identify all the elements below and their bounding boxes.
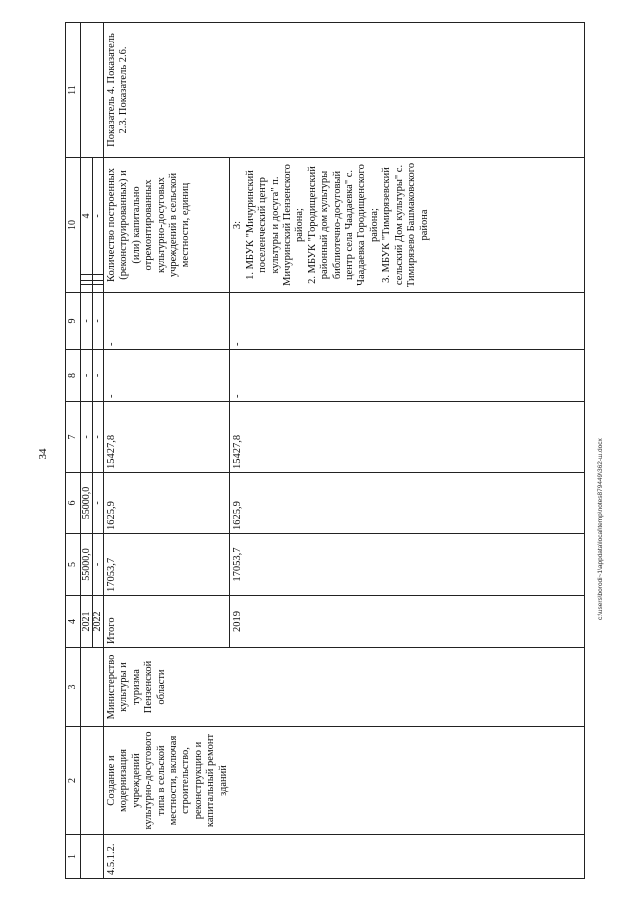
cell-blank xyxy=(92,275,103,281)
page-number: 34 xyxy=(37,448,49,460)
value-cell-8: - xyxy=(104,350,230,402)
cell-blank xyxy=(92,281,103,285)
value-cell-5: - xyxy=(92,534,103,596)
value-cell-9: - xyxy=(104,293,230,350)
col-number-7: 7 xyxy=(66,402,81,473)
cell-blank xyxy=(81,285,92,293)
col-number-6: 6 xyxy=(66,473,81,534)
cell-blank xyxy=(81,648,92,727)
value-cell-9: - xyxy=(81,293,92,350)
cell-blank xyxy=(92,23,103,158)
cell-blank xyxy=(81,835,92,879)
indicator-reference: Показатель 4. Показатель 2.3. Показатель 2.6. xyxy=(104,23,585,158)
year-row-2022 xyxy=(92,23,103,879)
institutions-list: 3: 1. МБУК "Мичуринский поселенческий центр культуры и досуга" п. Мичуринский Пензенского района; 2. МБУК "Городищенский районный дом культуры библиотечно-досуговый центр села Чаадаевка" с. Чаадаевка Городищенского района; 3. МБУК "Тимирязевский сельский Дом культуры" с. Тимирязево Башмаковского района xyxy=(230,158,585,293)
col-number-5: 5 xyxy=(66,534,81,596)
value-cell-9: - xyxy=(230,293,585,350)
value-cell-6: 55000,0 xyxy=(81,473,92,534)
col-number-2: 2 xyxy=(66,727,81,835)
table-row-main xyxy=(104,23,230,879)
col-number-8: 8 xyxy=(66,350,81,402)
value-cell-8: - xyxy=(81,350,92,402)
year-cell: 2019 xyxy=(230,596,585,648)
col-number-10: 10 xyxy=(66,158,81,293)
value-cell-6: - xyxy=(92,473,103,534)
year-row-2021 xyxy=(81,23,92,879)
column-number-row xyxy=(66,23,81,879)
cell-blank xyxy=(92,648,103,727)
value-cell-7: - xyxy=(81,402,92,473)
cell-blank xyxy=(92,285,103,293)
value-cell-7: 15427,8 xyxy=(230,402,585,473)
year-cell: 2022 xyxy=(92,596,103,648)
value-cell-5: 55000,0 xyxy=(81,534,92,596)
cell-blank xyxy=(81,275,92,281)
cell-blank xyxy=(81,23,92,158)
col-number-1: 1 xyxy=(66,835,81,879)
col-number-11: 11 xyxy=(66,23,81,158)
indicator-text: Количество построенных (реконструированных) и (или) капитально отремонтированных культурно-досуговых учреждений в сельской местности, единиц xyxy=(104,158,230,293)
value-cell-5: 17053,7 xyxy=(104,534,230,596)
col-number-4: 4 xyxy=(66,596,81,648)
activity-name: Создание и модернизация учреждений культурно-досугового типа в сельской местности, включая строительство, реконструкцию и капитальный ремонт зданий xyxy=(104,727,585,835)
value-cell-6: 1625,9 xyxy=(104,473,230,534)
col-number-3: 3 xyxy=(66,648,81,727)
value-cell-10: - xyxy=(92,158,103,275)
cell-blank xyxy=(92,727,103,835)
cell-blank xyxy=(81,281,92,285)
value-cell-9: - xyxy=(92,293,103,350)
value-cell-8: - xyxy=(230,350,585,402)
col-number-9: 9 xyxy=(66,293,81,350)
value-cell-6: 1625,9 xyxy=(230,473,585,534)
value-cell-10: 4 xyxy=(81,158,92,275)
cell-blank xyxy=(81,727,92,835)
program-table xyxy=(65,22,585,879)
executor-name: Министерство культуры и туризма Пензенской области xyxy=(104,648,585,727)
value-cell-8: - xyxy=(92,350,103,402)
cell-blank xyxy=(92,835,103,879)
value-cell-7: - xyxy=(92,402,103,473)
year-cell: 2021 xyxy=(81,596,92,648)
value-cell-5: 17053,7 xyxy=(230,534,585,596)
file-path-text: c:\users\borodi~1\appdata\local\temp\notes879449\362-ш.docx xyxy=(597,438,604,620)
row-number: 4.5.1.2. xyxy=(104,835,585,879)
value-cell-7: 15427,8 xyxy=(104,402,230,473)
year-cell: Итого xyxy=(104,596,230,648)
rotated-table-container xyxy=(65,23,585,879)
